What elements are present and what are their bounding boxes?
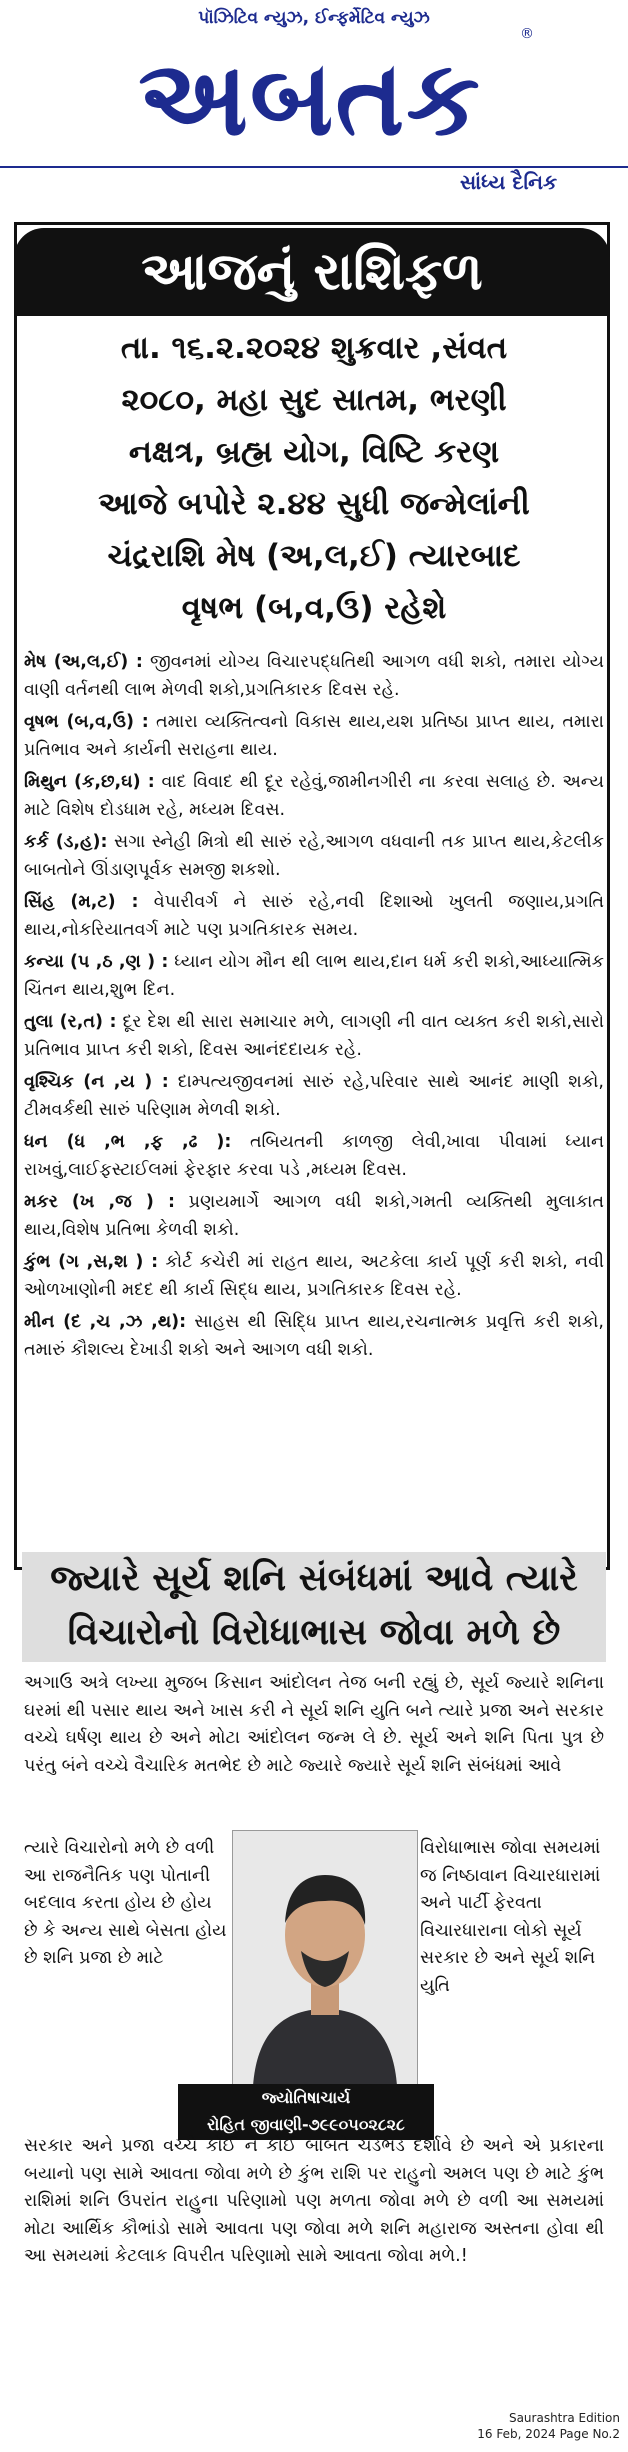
zodiac-name: મેષ (અ,લ,ઈ) :: [24, 652, 143, 672]
rashifal-heading: આજનું રાશિફળ: [14, 228, 610, 316]
zodiac-text: પ્રણયમાર્ગે આગળ વધી શકો,ગમતી વ્યક્તિથી મુલાકાત થાય,વિશેષ પ્રતિભા કેળવી શકો.: [24, 1192, 604, 1240]
author-caption: [178, 2084, 434, 2140]
zodiac-name: મિથુન (ક,છ,ઘ) :: [24, 772, 155, 792]
zodiac-entry: [24, 948, 604, 1004]
zodiac-name: મકર (ખ ,જ ) :: [24, 1192, 175, 1212]
zodiac-name: કુંભ (ગ ,સ,શ ) :: [24, 1252, 159, 1272]
zodiac-text: કોર્ટ કચેરી માં રાહત થાય, અટકેલા કાર્ય પૂર્ણ કરી શકો, નવી ઓળખાણોની મદદ થી કાર્ય સિદ્ધ થાય, પ્રગતિકારક દિવસ રહે.: [24, 1252, 604, 1300]
zodiac-entry: [24, 1128, 604, 1184]
zodiac-name: તુલા (ર,ત) :: [24, 1012, 117, 1032]
zodiac-entry: [24, 1068, 604, 1124]
zodiac-entry: [24, 888, 604, 944]
zodiac-text: દામ્પત્યજીવનમાં સારું રહે,પરિવાર સાથે આનંદ માણી શકો, ટીમવર્કથી સારું પરિણામ મેળવી શકો.: [24, 1072, 604, 1120]
article-body-top: [24, 1670, 604, 1780]
zodiac-entry: [24, 1248, 604, 1304]
zodiac-name: મીન (દ ,ચ ,ઝ ,થ):: [24, 1312, 187, 1332]
zodiac-entry: [24, 828, 604, 884]
zodiac-text: જીવનમાં યોગ્ય વિચારપદ્ધતિથી આગળ વધી શકો, તમારા યોગ્ય વાણી વર્તનથી લાભ મેળવી શકો,પ્રગતિકારક દિવસ રહે.: [24, 652, 604, 700]
page-footer: [440, 2410, 620, 2442]
feature-headline-line: વિચારોનો વિરોધાભાસ જોવા મળે છે: [67, 1612, 561, 1653]
zodiac-text: વેપારીવર્ગ ને સારું રહે,નવી દિશાઓ ખુલતી જણાય,પ્રગતિ થાય,નોકરિયાતવર્ગ માટે પણ પ્રગતિકારક સમય.: [24, 892, 604, 940]
zodiac-entry: [24, 1308, 604, 1364]
zodiac-text: તબિયતની કાળજી લેવી,ખાવા પીવામાં ધ્યાન રાખવું,લાઈફસ્ટાઈલમાં ફેરફાર કરવા પડે ,મધ્યમ દિવસ.: [24, 1132, 604, 1180]
author-portrait-icon: [233, 1831, 417, 2086]
newspaper-logo: અબતક: [138, 37, 482, 159]
intro-line: ૨૦૮૦, મહા સુદ સાતમ, ભરણી: [121, 382, 507, 418]
zodiac-entry: [24, 768, 604, 824]
tagline: પૉઝિટિવ ન્યુઝ, ઈન્ફર્મેટિવ ન્યુઝ: [198, 8, 430, 28]
masthead: [0, 0, 628, 200]
intro-line: ચંદ્રરાશિ મેષ (અ,લ,ઈ) ત્યારબાદ: [107, 538, 521, 574]
zodiac-name: કન્યા (પ ,ઠ ,ણ ) :: [24, 952, 169, 972]
zodiac-text: ધ્યાન યોગ મૌન થી લાભ થાય,દાન ધર્મ કરી શકો,આધ્યાત્મિક ચિંતન થાય,શુભ દિન.: [24, 952, 604, 1000]
feature-headline-line: જ્યારે સૂર્ય શનિ સંબંધમાં આવે ત્યારે: [50, 1558, 578, 1599]
edition-label: સાંધ્ય દૈનિક: [460, 170, 558, 194]
zodiac-list: [24, 648, 604, 1368]
zodiac-text: સગા સ્નેહી મિત્રો થી સારું રહે,આગળ વધવાની તક પ્રાપ્ત થાય,કેટલીક બાબતોને ઊંડાણપૂર્વક સમજી શકશો.: [24, 832, 604, 880]
intro-line: નક્ષત્ર, બ્રહ્મ યોગ, વિષ્ટિ કરણ: [128, 434, 500, 470]
zodiac-name: ધન (ધ ,ભ ,ફ ,ઢ ):: [24, 1132, 232, 1152]
date-page: 16 Feb, 2024 Page No.2: [477, 2427, 620, 2441]
zodiac-entry: [24, 708, 604, 764]
author-photo: [232, 1830, 418, 2087]
zodiac-entry: [24, 1008, 604, 1064]
zodiac-name: વૃશ્ચિક (ન ,ય ) :: [24, 1072, 169, 1092]
article-left-column: ત્યારે વિચારોનો મળે છે વળી આ રાજનૈતિક પણ પોતાની બદલાવ કરતા હોય છે હોય છે કે અન્ય સાથે બેસતા હોય છે શનિ પ્રજા છે માટે: [24, 1838, 227, 1968]
article-paragraph: સરકાર અને પ્રજા વચ્ચે કોઈ ને કોઈ બાબતે ચડભડ દર્શાવે છે અને એ પ્રકારના બયાનો પણ સામે આવતા જોવા મળે છે કુંભ રાશિ પર રાહુનો અમલ પણ છે માટે કુંભ રાશિમાં શનિ ઉપરાંત રાહુના પરિણામો પણ મળતા જોવા મળે છે વળી આ સમયમાં મોટા આર્થિક કૌભાંડો સામે આવતા પણ જોવા મળે શનિ મહારાજ અસ્તના હોવા થી આ સમયમાં કેટલાક વિપરીત પરિણામો સામે આવતા જોવા મળે.!: [24, 2136, 604, 2266]
intro-line: તા. ૧૬.૨.૨૦૨૪ શુક્રવાર ,સંવત: [120, 330, 508, 366]
registered-mark: ®: [520, 26, 534, 42]
intro-line: વૃષભ (બ,વ,ઉ) રહેશે: [181, 590, 447, 626]
feature-headline: [22, 1552, 606, 1662]
zodiac-name: વૃષભ (બ,વ,ઉ) :: [24, 712, 149, 732]
edition-name: Saurashtra Edition: [508, 2411, 620, 2425]
article-right-column: વિરોધાભાસ જોવા સમયમાં જ નિષ્ઠાવાન વિચારધારામાં અને પાર્ટી ફેરવતા વિચારધારાના લોકો સૂર્ય સરકાર છે અને સૂર્ય શનિ યુતિ: [420, 1838, 601, 1996]
intro-line: આજે બપોરે ૨.૪૪ સુધી જન્મેલાંની: [98, 486, 530, 522]
masthead-rule: [0, 166, 628, 168]
article-paragraph: અગાઉ અત્રે લખ્યા મુજબ કિસાન આંદોલન તેજ બની રહ્યું છે, સૂર્ય જ્યારે શનિના ઘરમાં થી પસાર થાય અને ખાસ કરી ને સૂર્ય શનિ યુતિ બને ત્યારે પ્રજા અને સરકાર વચ્ચે ઘર્ષણ થાય છે અને મોટા આંદોલન જન્મ લે છે. સૂર્ય અને શનિ પિતા પુત્ર છે પરંતુ બંને વચ્ચે વૈચારિક મતભેદ છે માટે જ્યારે જ્યારે સૂર્ય શનિ સંબંધમાં આવે: [24, 1673, 604, 1776]
zodiac-text: દૂર દેશ થી સારા સમાચાર મળે, લાગણી ની વાત વ્યક્ત કરી શકો,સારો પ્રતિભાવ પ્રાપ્ત કરી શકો, દિવસ આનંદદાયક રહે.: [24, 1012, 604, 1060]
article-body-bottom: [24, 2133, 604, 2271]
zodiac-text: તમારા વ્યક્તિત્વનો વિકાસ થાય,યશ પ્રતિષ્ઠા પ્રાપ્ત થાય, તમારા પ્રતિભાવ અને કાર્યની સરાહના થાય.: [24, 712, 604, 760]
zodiac-name: કર્ક (ડ,હ):: [24, 832, 108, 852]
rashifal-intro: [22, 322, 606, 634]
zodiac-entry: [24, 1188, 604, 1244]
zodiac-text: સાહસ થી સિદ્ધિ પ્રાપ્ત થાય,રચનાત્મક પ્રવૃત્તિ કરી શકો, તમારું કૌશલ્ય દેખાડી શકો અને આગળ વધી શકો.: [24, 1312, 604, 1360]
author-title: જ્યોતિષાચાર્ય: [261, 2088, 351, 2107]
zodiac-text: વાદ વિવાદ થી દૂર રહેવું,જામીનગીરી ના કરવા સલાહ છે. અન્ય માટે વિશેષ દોડધામ રહે, મધ્યમ દિવસ.: [24, 772, 604, 820]
zodiac-entry: [24, 648, 604, 704]
author-name: રોહિત જીવાણી-૭૯૯૦૫૦૨૮૨૮: [207, 2115, 405, 2134]
zodiac-name: સિંહ (મ,ટ) :: [24, 892, 139, 912]
